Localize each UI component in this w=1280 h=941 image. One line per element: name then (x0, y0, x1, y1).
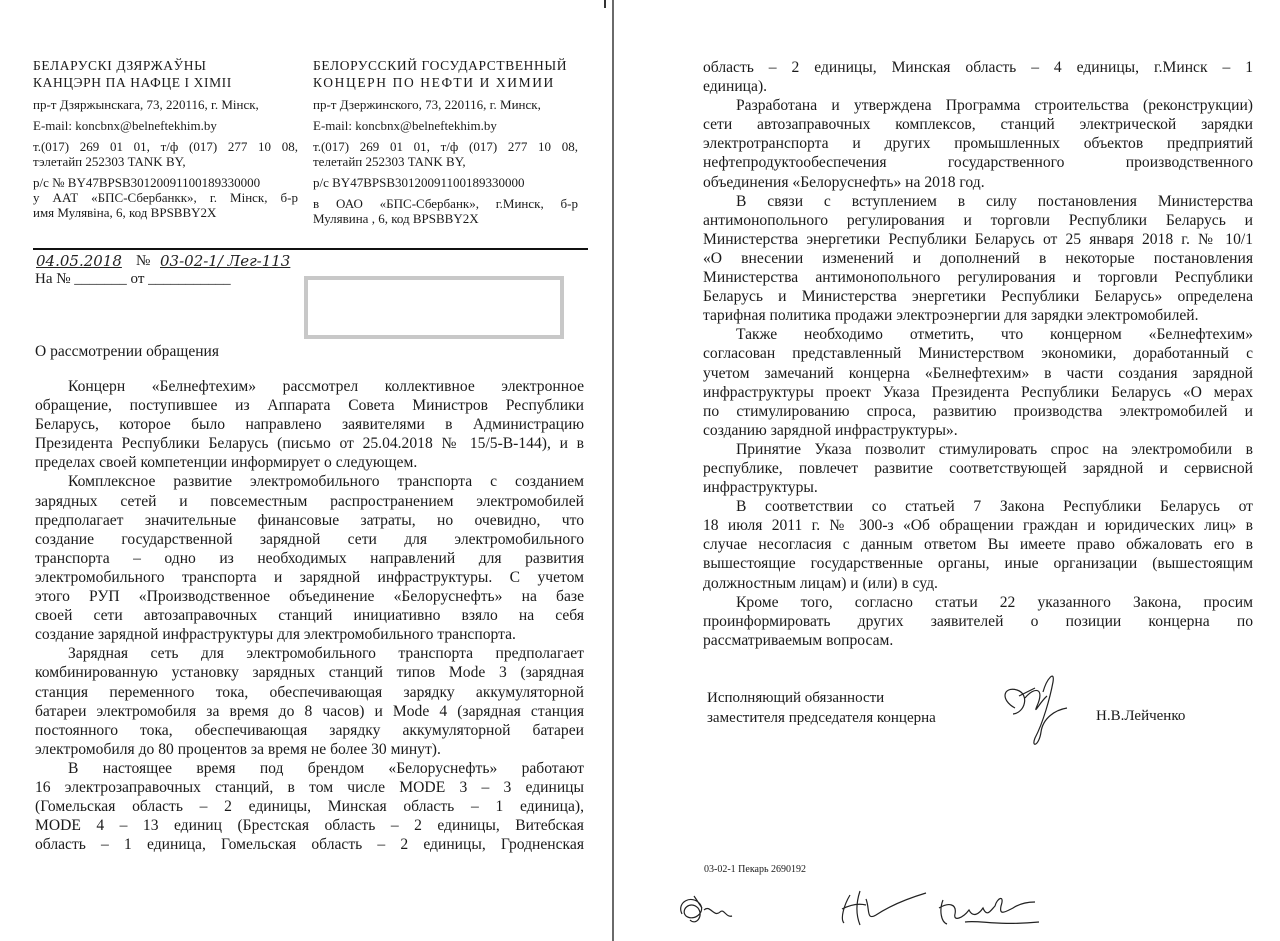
paragraph (703, 497, 1253, 592)
reply-reference: На № _______ от ___________ (35, 271, 231, 287)
signatory-name: Н.В.Лейченко (1096, 708, 1186, 724)
text-line: своей сети автозаправочных станций инициативно взяло на себя (35, 607, 584, 625)
reg-date: 04.05.2018 (36, 252, 122, 270)
signature-main (995, 668, 1085, 753)
org-name-line1: БЕЛАРУСКІ ДЗЯРЖАЎНЫ (33, 58, 207, 73)
org-account: р/с № BY47BPSB30120091100189330000 (33, 175, 261, 190)
text-line: тарифная политика продажи электроэнергии для зарядки электромобилей. (703, 307, 1199, 325)
paragraph (35, 644, 584, 759)
paragraph (703, 593, 1253, 650)
text-line: В соответствии со статьей 7 Закона Республики Беларусь от (736, 498, 1253, 516)
text-line: должностным лицам) и (или) в суд. (703, 574, 938, 592)
text-line: область – 2 единицы, Минская область – 4 единицы, г.Минск – 1 (703, 59, 1253, 76)
text-line: станция переменного тока, обеспечивающая зарядку аккумуляторной (35, 683, 584, 701)
text-line: (Гомельская область – 2 единицы, Минская область – 1 единица), (35, 798, 584, 816)
text-line: Кроме того, согласно статьи 22 указанного Закона, просим (736, 593, 1253, 611)
page-edge-mark (604, 0, 606, 8)
signatory-title-line2: заместителя председателя концерна (707, 710, 936, 726)
paragraph (35, 472, 584, 644)
paragraph (35, 377, 584, 472)
text-line: 18 июля 2011 г. № 300-з «Об обращении граждан и юридических лиц» в (703, 517, 1253, 535)
signatory-title-line1: Исполняющий обязанности (707, 690, 885, 706)
text-line: создание зарядной инфраструктуры для электромобильного транспорта. (35, 626, 516, 644)
letterhead-russian (313, 57, 578, 226)
org-name-line2: КАНЦЭРН ПА НАФЦЕ І ХІМІІ (33, 75, 232, 90)
text-line: Концерн «Белнефтехим» рассмотрел коллективное электронное (68, 378, 584, 395)
header-rule (33, 248, 588, 250)
text-line: созданию зарядной инфраструктуры». (703, 421, 958, 439)
org-address: пр-т Дзержинского, 73, 220116, г. Минск, (313, 97, 541, 112)
left-body (35, 377, 584, 854)
org-account: р/с BY47BPSB30120091100189330000 (313, 175, 525, 190)
right-body (703, 58, 1253, 650)
text-line: случае несогласия с данным ответом Вы имеете право обжаловать его в (703, 536, 1253, 554)
paragraph (703, 58, 1253, 96)
visa-signature-3 (935, 888, 1045, 933)
org-telex: тэлетайп 252303 TANK BY, (33, 154, 186, 169)
letter-subject: О рассмотрении обращения (35, 343, 219, 360)
text-line: область – 1 единица, Гомельская область – 2 единицы, Гродненская (35, 836, 584, 854)
text-line: комбинированную установку зарядных станций типов Mode 3 (зарядная (35, 664, 584, 682)
text-line: обращение, поступившее из Аппарата Совета Министров Республики (35, 397, 584, 415)
text-line: Президента Республики Беларусь (письмо от 25.04.2018 № 15/5-В-144), и в (35, 435, 584, 453)
org-bank-line2: имя Мулявіна, 6, код BPSBBY2X (33, 205, 217, 220)
text-line: Комплексное развитие электромобильного транспорта с созданием (68, 473, 584, 491)
org-bank-line2: Мулявина , 6, код BPSBBY2X (313, 211, 479, 226)
text-line: MODE 4 – 13 единиц (Брестская область – 2 единицы, Витебская (35, 817, 584, 835)
text-line: Зарядная сеть для электромобильного транспорта предполагает (68, 645, 584, 663)
text-line: учетом замечаний концерна «Белнефтехим» в части создания зарядной (703, 364, 1253, 382)
text-line: зарядных сетей и повсеместным распространением электромобилей (35, 492, 584, 510)
paragraph (703, 325, 1253, 440)
text-line: сети автозаправочных комплексов, станций электрической зарядки (703, 116, 1253, 134)
org-phone: т.(017) 269 01 01, т/ф (017) 277 10 08, (313, 139, 578, 154)
text-line: республике, повлечет развитие соответствующей зарядной и сервисной (703, 459, 1253, 477)
text-line: электромобильного транспорта и зарядной инфраструктуры. С учетом (35, 568, 584, 586)
text-line: нефтепродуктообеспечения государственного производственного (703, 154, 1253, 172)
text-line: Министерства антимонопольного регулирования и торговли Республики (703, 269, 1253, 287)
org-email: E-mail: koncbnx@belneftekhim.by (33, 118, 217, 133)
text-line: Разработана и утверждена Программа строительства (реконструкции) (736, 97, 1253, 115)
org-bank-line1: в ОАО «БПС-Сбербанк», г.Минск, б-р (313, 196, 578, 211)
text-line: 16 электрозаправочных станций, в том числе MODE 3 – 3 единицы (35, 778, 584, 796)
visa-signature-1 (676, 888, 736, 933)
text-line: батареи электромобиля за время до 8 часов) и Mode 4 (зарядная станция (35, 702, 584, 720)
text-line: Министерства энергетики Республики Беларусь от 25 января 2018 г. № 10/1 (703, 230, 1253, 248)
org-name-line1: БЕЛОРУССКИЙ ГОСУДАРСТВЕННЫЙ (313, 58, 568, 73)
text-line: по стимулированию спроса, развитию производства электромобилей и (703, 402, 1253, 420)
visa-signature-2 (836, 885, 931, 930)
text-line: Беларусь и Министерства энергетики Республики Беларусь» определена (703, 288, 1253, 306)
text-line: В связи с вступлением в силу постановления Министерства (736, 192, 1253, 210)
org-phone: т.(017) 269 01 01, т/ф (017) 277 10 08, (33, 139, 298, 154)
text-line: «О внесении изменений и дополнений в некоторые постановления (703, 249, 1253, 267)
reg-number: 03-02-1/ Лег-113 (160, 252, 291, 270)
text-line: В настоящее время под брендом «Белоруснефть» работают (68, 759, 584, 777)
page-divider (612, 0, 614, 941)
text-line: инфраструктуры проект Указа Президента Республики Беларусь «О мерах (703, 383, 1253, 401)
executor-note: 03-02-1 Пекарь 2690192 (704, 864, 807, 875)
recipient-address-box (304, 276, 564, 339)
org-bank-line1: у ААТ «БПС-Сбербанкк», г. Мінск, б-р (33, 190, 298, 205)
text-line: этого РУП «Производственное объединение «Белоруснефть» на базе (35, 588, 584, 606)
text-line: электромобиля до 80 процентов за время не более 30 минут). (35, 740, 441, 758)
text-line: инфраструктуры. (703, 479, 818, 497)
text-line: объединения «Белоруснефть» на 2018 год. (703, 173, 985, 191)
reg-number-sign: № (136, 253, 151, 269)
text-line: Принятие Указа позволит стимулировать спрос на электромобили в (736, 440, 1253, 458)
text-line: согласован представленный Министерством экономики, доработанный с (703, 345, 1253, 363)
org-telex: телетайп 252303 TANK BY, (313, 154, 466, 169)
org-email: E-mail: koncbnx@belneftekhim.by (313, 118, 497, 133)
text-line: вышестоящие государственные органы, иные организации (вышестоящим (703, 555, 1253, 573)
text-line: пределах своей компетенции информирует о следующем. (35, 454, 418, 472)
paragraph (703, 192, 1253, 326)
paragraph (703, 96, 1253, 191)
letterhead-belarusian (33, 57, 298, 220)
text-line: электротранспорта и других промышленных объектов предприятий (703, 135, 1253, 153)
signatory-title (707, 688, 936, 728)
text-line: постоянного тока, обеспечивающая зарядку аккумуляторной батареи (35, 721, 584, 739)
text-line: Также необходимо отметить, что концерном «Белнефтехим» (736, 326, 1253, 344)
paragraph (703, 440, 1253, 497)
text-line: Беларусь, которое было направлено заявителями в Администрацию (35, 416, 584, 434)
text-line: единица). (703, 78, 768, 96)
text-line: рассматриваемым вопросам. (703, 631, 894, 649)
org-name-line2: КОНЦЕРН ПО НЕФТИ И ХИМИИ (313, 75, 555, 90)
text-line: транспорта – одно из необходимых направлений для развития (35, 549, 584, 567)
text-line: создание государственной зарядной сети для электромобильного (35, 530, 584, 548)
text-line: предполагает значительные финансовые затраты, но очевидно, что (35, 511, 584, 529)
org-address: пр-т Дзяржынскага, 73, 220116, г. Мінск, (33, 97, 259, 112)
paragraph (35, 759, 584, 854)
text-line: проинформировать других заявителей о позиции концерна по (703, 612, 1253, 630)
text-line: антимонопольного регулирования и торговли Республики Беларусь и (703, 211, 1253, 229)
